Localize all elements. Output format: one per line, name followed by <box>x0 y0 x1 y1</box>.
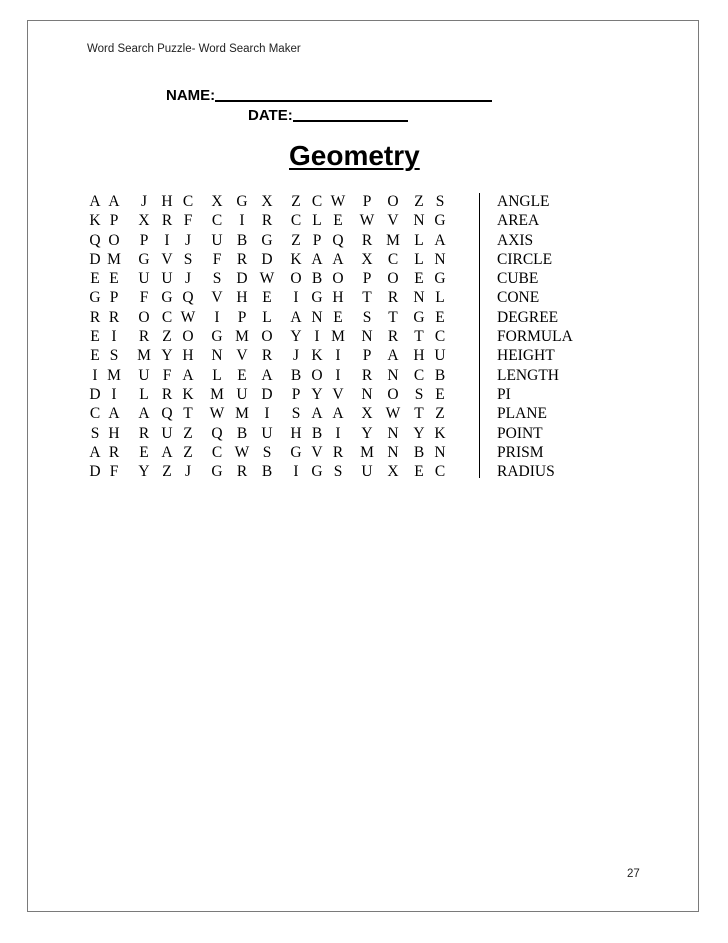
grid-letter: A <box>261 366 273 384</box>
grid-letter: K <box>434 424 446 442</box>
grid-row <box>90 231 470 250</box>
word-list-item: PRISM <box>497 443 544 461</box>
word-list-item: FORMULA <box>497 328 573 346</box>
grid-letter: Q <box>182 289 194 307</box>
grid-letter: O <box>290 270 302 288</box>
grid-row <box>90 327 470 346</box>
grid-letter: I <box>293 463 299 481</box>
grid-letter: Z <box>291 231 301 249</box>
word-list-item: HEIGHT <box>497 347 555 365</box>
grid-letter: C <box>434 328 446 346</box>
grid-letter: O <box>387 193 399 210</box>
grid-letter: F <box>109 463 119 481</box>
grid-letter: M <box>107 250 121 268</box>
grid-letter: U <box>236 385 248 403</box>
grid-letter: L <box>414 250 424 268</box>
grid-row <box>90 404 470 423</box>
grid-letter: S <box>333 463 343 481</box>
grid-letter: B <box>290 366 302 384</box>
grid-row <box>90 269 470 288</box>
grid-letter: A <box>182 366 194 384</box>
word-list-item: CONE <box>497 289 540 307</box>
grid-letter: W <box>385 405 401 423</box>
document-header: Word Search Puzzle- Word Search Maker <box>87 43 301 55</box>
grid-letter: I <box>239 212 245 230</box>
word-list-item: POINT <box>497 424 543 442</box>
word-list-item: AXIS <box>497 231 534 249</box>
grid-letter: H <box>290 424 302 442</box>
grid-letter: Y <box>311 385 323 403</box>
grid-letter: S <box>183 250 193 268</box>
grid-letter: G <box>311 289 323 307</box>
date-blank-line <box>293 106 408 122</box>
grid-letter: Z <box>162 328 172 346</box>
grid-letter: S <box>212 270 222 288</box>
word-list-item: DEGREE <box>497 308 559 326</box>
grid-letter: P <box>362 347 372 365</box>
grid-letter: N <box>387 443 399 461</box>
grid-letter: E <box>139 443 149 461</box>
grid-letter: I <box>92 366 98 384</box>
grid-letter: T <box>388 308 398 326</box>
grid-letter: R <box>161 212 173 230</box>
grid-letter: L <box>312 212 322 230</box>
grid-letter: I <box>111 385 117 403</box>
grid-letter: X <box>387 463 399 481</box>
grid-letter: R <box>332 443 344 461</box>
grid-letter: K <box>182 385 194 403</box>
grid-letter: B <box>434 366 446 384</box>
grid-letter: T <box>414 328 424 346</box>
grid-letter: E <box>90 328 100 346</box>
grid-letter: Y <box>161 347 173 365</box>
name-label: NAME: <box>166 87 216 104</box>
grid-letter: M <box>386 231 400 249</box>
grid-letter: O <box>387 270 399 288</box>
grid-letter: A <box>311 405 323 423</box>
grid-letter: D <box>89 463 101 481</box>
grid-letter: Z <box>435 405 445 423</box>
grid-letter: Y <box>290 328 302 346</box>
grid-letter: W <box>234 443 250 461</box>
grid-letter: V <box>332 385 344 403</box>
grid-row <box>90 250 470 269</box>
name-field <box>166 86 492 104</box>
grid-letter: P <box>237 308 247 326</box>
grid-letter: M <box>107 366 121 384</box>
grid-letter: E <box>414 463 424 481</box>
grid-letter: Z <box>183 424 193 442</box>
grid-letter: D <box>261 385 273 403</box>
grid-letter: B <box>236 231 248 249</box>
grid-letter: G <box>161 289 173 307</box>
grid-row <box>90 443 470 462</box>
grid-row <box>90 346 470 365</box>
grid-letter: O <box>387 385 399 403</box>
grid-letter: V <box>311 443 323 461</box>
grid-letter: B <box>236 424 248 442</box>
grid-letter: B <box>311 270 323 288</box>
grid-letter: C <box>387 250 399 268</box>
grid-letter: C <box>182 193 194 210</box>
grid-letter: G <box>138 250 150 268</box>
grid-letter: W <box>180 308 196 326</box>
grid-letter: L <box>262 308 272 326</box>
grid-letter: T <box>414 405 424 423</box>
grid-letter: O <box>138 308 150 326</box>
grid-letter: C <box>211 212 223 230</box>
grid-letter: P <box>139 231 149 249</box>
word-list-item: PLANE <box>497 405 547 423</box>
grid-letter: C <box>161 308 173 326</box>
grid-letter: Y <box>361 424 373 442</box>
grid-letter: A <box>434 231 446 249</box>
grid-letter: V <box>236 347 248 365</box>
grid-letter: I <box>111 328 117 346</box>
grid-letter: P <box>109 289 119 307</box>
grid-letter: H <box>108 424 120 442</box>
grid-letter: C <box>434 463 446 481</box>
grid-letter: R <box>138 424 150 442</box>
grid-letter: G <box>413 308 425 326</box>
grid-letter: J <box>184 270 192 288</box>
grid-letter: R <box>361 231 373 249</box>
grid-letter: V <box>387 212 399 230</box>
grid-letter: P <box>109 212 119 230</box>
grid-letter: K <box>311 347 323 365</box>
grid-letter: R <box>387 328 399 346</box>
grid-letter: K <box>89 212 101 230</box>
grid-letter: N <box>311 308 323 326</box>
grid-letter: X <box>361 250 373 268</box>
grid-letter: U <box>434 347 446 365</box>
grid-letter: E <box>237 366 247 384</box>
grid-letter: E <box>262 289 272 307</box>
grid-letter: O <box>332 270 344 288</box>
grid-letter: R <box>108 308 120 326</box>
grid-letter: W <box>259 270 275 288</box>
grid-letter: E <box>333 308 343 326</box>
grid-letter: B <box>261 463 273 481</box>
letter-grid <box>90 192 470 481</box>
name-blank-line <box>215 86 492 102</box>
grid-letter: C <box>211 443 223 461</box>
date-field <box>248 106 408 124</box>
grid-letter: I <box>293 289 299 307</box>
grid-letter: S <box>90 424 100 442</box>
grid-letter: R <box>261 212 273 230</box>
grid-letter: E <box>414 270 424 288</box>
grid-letter: L <box>414 231 424 249</box>
grid-letter: F <box>162 366 172 384</box>
grid-letter: B <box>311 424 323 442</box>
grid-letter: Q <box>89 231 101 249</box>
grid-letter: E <box>333 212 343 230</box>
grid-letter: N <box>434 250 446 268</box>
grid-letter: D <box>89 385 101 403</box>
grid-letter: M <box>235 405 249 423</box>
grid-letter: P <box>312 231 322 249</box>
grid-letter: Q <box>211 424 223 442</box>
grid-letter: E <box>109 270 119 288</box>
grid-letter: G <box>290 443 302 461</box>
grid-letter: A <box>332 405 344 423</box>
grid-letter: N <box>361 328 373 346</box>
grid-letter: G <box>261 231 273 249</box>
grid-letter: P <box>362 193 372 210</box>
word-list-item: CIRCLE <box>497 250 553 268</box>
grid-letter: H <box>161 193 173 210</box>
grid-letter: G <box>236 193 248 210</box>
grid-letter: M <box>210 385 224 403</box>
grid-letter: A <box>387 347 399 365</box>
grid-letter: U <box>161 270 173 288</box>
grid-letter: G <box>311 463 323 481</box>
grid-letter: C <box>290 212 302 230</box>
grid-letter: S <box>291 405 301 423</box>
grid-letter: M <box>360 443 374 461</box>
grid-divider <box>479 193 480 478</box>
grid-letter: X <box>211 193 223 210</box>
grid-row <box>90 385 470 404</box>
grid-letter: E <box>90 270 100 288</box>
grid-row <box>90 308 470 327</box>
word-list-item: CUBE <box>497 270 539 288</box>
grid-letter: R <box>108 443 120 461</box>
grid-letter: M <box>235 328 249 346</box>
grid-letter: U <box>161 424 173 442</box>
grid-letter: Y <box>413 424 425 442</box>
date-label: DATE: <box>248 107 293 124</box>
grid-letter: U <box>211 231 223 249</box>
grid-letter: X <box>138 212 150 230</box>
grid-letter: O <box>261 328 273 346</box>
grid-letter: A <box>311 250 323 268</box>
grid-letter: I <box>335 347 341 365</box>
grid-row <box>90 211 470 230</box>
grid-letter: L <box>212 366 222 384</box>
grid-letter: A <box>138 405 150 423</box>
grid-letter: A <box>161 443 173 461</box>
grid-letter: H <box>182 347 194 365</box>
grid-letter: A <box>89 193 101 210</box>
grid-letter: N <box>361 385 373 403</box>
grid-letter: N <box>434 443 446 461</box>
grid-row <box>90 288 470 307</box>
grid-letter: G <box>434 212 446 230</box>
word-list-item: RADIUS <box>497 463 555 481</box>
grid-letter: Z <box>183 443 193 461</box>
grid-letter: P <box>362 270 372 288</box>
grid-letter: F <box>183 212 193 230</box>
grid-letter: R <box>261 347 273 365</box>
grid-row <box>90 462 470 481</box>
grid-letter: M <box>137 347 151 365</box>
grid-letter: A <box>108 405 120 423</box>
word-list-item: LENGTH <box>497 366 559 384</box>
grid-letter: S <box>109 347 119 365</box>
grid-letter: I <box>335 366 341 384</box>
grid-letter: N <box>387 366 399 384</box>
grid-letter: X <box>261 193 273 210</box>
grid-letter: U <box>138 366 150 384</box>
grid-letter: Q <box>161 405 173 423</box>
grid-letter: I <box>335 424 341 442</box>
grid-letter: S <box>414 385 424 403</box>
grid-letter: G <box>211 328 223 346</box>
grid-letter: T <box>183 405 193 423</box>
grid-letter: D <box>261 250 273 268</box>
grid-letter: I <box>164 231 170 249</box>
grid-letter: Z <box>162 463 172 481</box>
grid-letter: S <box>435 193 445 210</box>
grid-letter: G <box>89 289 101 307</box>
grid-letter: O <box>311 366 323 384</box>
grid-letter: N <box>211 347 223 365</box>
grid-letter: R <box>387 289 399 307</box>
grid-letter: O <box>108 231 120 249</box>
grid-letter: N <box>387 424 399 442</box>
grid-letter: A <box>290 308 302 326</box>
grid-letter: C <box>89 405 101 423</box>
grid-letter: E <box>435 385 445 403</box>
grid-letter: B <box>413 443 425 461</box>
grid-letter: R <box>138 328 150 346</box>
grid-letter: J <box>184 231 192 249</box>
grid-letter: J <box>292 347 300 365</box>
grid-letter: F <box>139 289 149 307</box>
grid-letter: A <box>332 250 344 268</box>
puzzle-title: Geometry <box>289 140 420 171</box>
grid-letter: H <box>236 289 248 307</box>
grid-letter: J <box>140 193 148 210</box>
grid-letter: D <box>236 270 248 288</box>
grid-letter: U <box>138 270 150 288</box>
grid-letter: J <box>184 463 192 481</box>
word-list <box>497 192 573 481</box>
page-number: 27 <box>627 868 640 880</box>
grid-letter: I <box>314 328 320 346</box>
grid-row <box>90 424 470 443</box>
grid-letter: G <box>434 270 446 288</box>
grid-letter: L <box>139 385 149 403</box>
grid-row <box>90 192 470 211</box>
grid-letter: E <box>90 347 100 365</box>
grid-letter: O <box>182 328 194 346</box>
grid-letter: A <box>108 193 120 210</box>
grid-letter: V <box>211 289 223 307</box>
grid-letter: D <box>89 250 101 268</box>
grid-letter: Z <box>291 193 301 210</box>
grid-letter: A <box>89 443 101 461</box>
grid-letter: R <box>236 463 248 481</box>
grid-letter: P <box>291 385 301 403</box>
grid-letter: E <box>435 308 445 326</box>
grid-letter: R <box>89 308 101 326</box>
grid-letter: U <box>261 424 273 442</box>
grid-letter: R <box>161 385 173 403</box>
grid-letter: X <box>361 405 373 423</box>
grid-letter: R <box>236 250 248 268</box>
grid-letter: S <box>262 443 272 461</box>
grid-row <box>90 366 470 385</box>
grid-letter: G <box>211 463 223 481</box>
word-list-item: ANGLE <box>497 193 550 210</box>
grid-letter: N <box>413 289 425 307</box>
word-list-item: PI <box>497 385 511 403</box>
grid-letter: W <box>359 212 375 230</box>
grid-letter: S <box>362 308 372 326</box>
grid-letter: Z <box>414 193 424 210</box>
grid-letter: Y <box>138 463 150 481</box>
grid-letter: I <box>214 308 220 326</box>
grid-letter: T <box>362 289 372 307</box>
grid-letter: R <box>361 366 373 384</box>
grid-letter: L <box>435 289 445 307</box>
grid-letter: Q <box>332 231 344 249</box>
word-list-item: AREA <box>497 212 540 230</box>
grid-letter: W <box>209 405 225 423</box>
grid-letter: F <box>212 250 222 268</box>
grid-letter: I <box>264 405 270 423</box>
grid-letter: V <box>161 250 173 268</box>
grid-letter: N <box>413 212 425 230</box>
grid-letter: K <box>290 250 302 268</box>
grid-letter: C <box>311 193 323 210</box>
grid-letter: W <box>330 193 346 210</box>
grid-letter: H <box>332 289 344 307</box>
grid-letter: C <box>413 366 425 384</box>
grid-letter: H <box>413 347 425 365</box>
grid-letter: M <box>331 328 345 346</box>
grid-letter: U <box>361 463 373 481</box>
